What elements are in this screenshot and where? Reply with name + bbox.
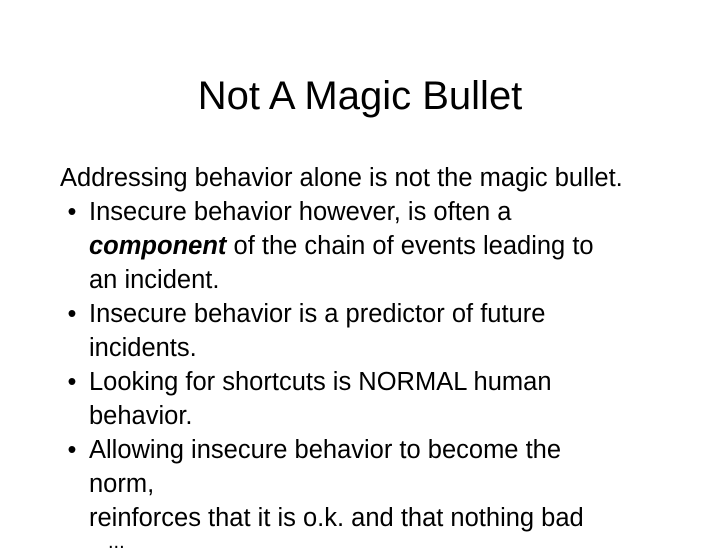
bullet-item <box>60 365 710 433</box>
bullet-icon: • <box>67 368 77 396</box>
bullet-item <box>60 433 710 535</box>
bullet-icon: • <box>67 198 77 226</box>
bullet-line: reinforces that it is o.k. and that nothing bad <box>89 504 584 532</box>
bullet-line-rest: of the chain of events leading to <box>226 232 594 260</box>
bullet-line: Looking for shortcuts is NORMAL human <box>89 368 552 396</box>
lead-sentence: Addressing behavior alone is not the magic bullet. <box>60 164 623 192</box>
bullet-line: Insecure behavior however, is often a <box>89 198 512 226</box>
bullet-line: incidents. <box>89 334 197 362</box>
bullet-line: Insecure behavior is a predictor of future <box>89 300 546 328</box>
bullet-line <box>89 229 710 263</box>
bullet-list <box>60 195 710 535</box>
bullet-line: behavior. <box>89 402 193 430</box>
emphasized-word: component <box>89 232 227 260</box>
bullet-line: Allowing insecure behavior to become the <box>89 436 562 464</box>
bullet-line: norm, <box>89 470 155 498</box>
overflow-text-fragment: ... <box>108 531 125 553</box>
slide-title: Not A Magic Bullet <box>197 74 523 118</box>
bullet-icon: • <box>67 300 77 328</box>
bullet-item <box>60 195 710 297</box>
bullet-item <box>60 297 710 365</box>
bullet-line: an incident. <box>89 266 220 294</box>
bullet-icon: • <box>67 436 77 464</box>
slide-body <box>60 161 710 535</box>
